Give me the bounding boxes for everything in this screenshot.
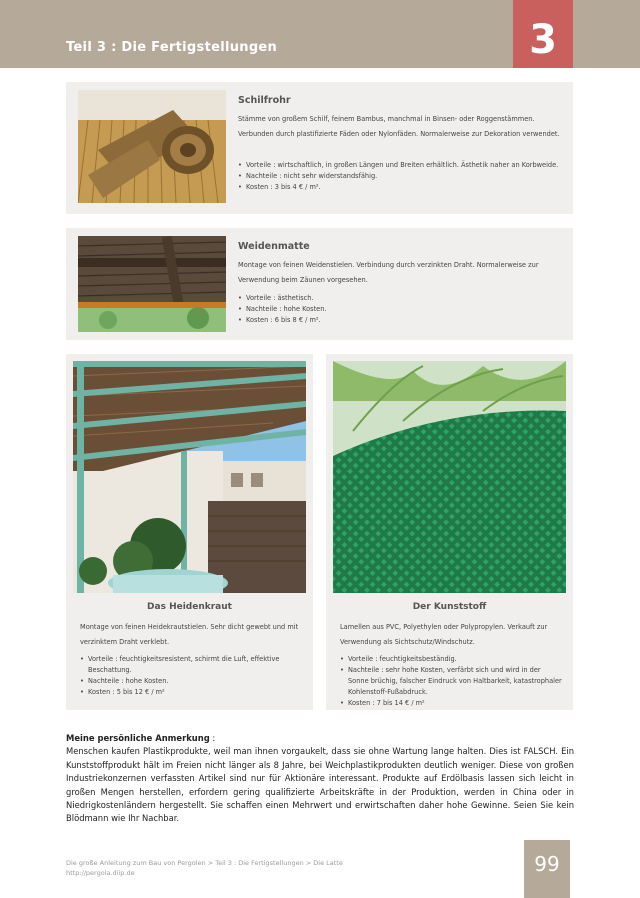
card-bullet-list bbox=[238, 160, 560, 193]
card-title: Weidenmatte bbox=[238, 241, 310, 252]
card-bullet-list bbox=[80, 654, 302, 698]
footer-url[interactable]: http://pergola.diip.de bbox=[66, 869, 135, 877]
card-heidenkraut bbox=[66, 354, 313, 710]
card-description: Stämme von großem Schilf, feinem Bambus, manchmal in Binsen- oder Roggenstämmen. Verbunden durch plastifizierte Fäden oder Nylonfäden. Normalerweise zur Dekoration verwendet. bbox=[238, 115, 560, 138]
footer-breadcrumb: Die große Anleitung zum Bau von Pergolen > Teil 3 : Die Fertigstellungen > Die Latte bbox=[66, 859, 343, 867]
page-number: 99 bbox=[524, 840, 570, 898]
card-title: Das Heidenkraut bbox=[147, 602, 232, 612]
list-item: • Vorteile : ästhetisch. bbox=[238, 293, 560, 304]
list-item: • Vorteile : wirtschaftlich, in großen Längen und Breiten erhältlich. Ästhetik naher an Korbweide. bbox=[238, 160, 560, 171]
list-item: • Nachteile : hohe Kosten. bbox=[80, 676, 302, 687]
list-item: • Kosten : 3 bis 4 € / m². bbox=[238, 182, 560, 193]
note-text: Menschen kaufen Plastikprodukte, weil man ihnen vorgaukelt, dass sie ohne Wartung lange halten. Dies ist FALSCH. Ein Kunststoffprodukt hält im Freien nicht länger als 8 Jahre, bei Weichplastikprodukten deutlich weniger. Diese von großen Industriekonzernen verfassten Artikel sind nur für Aktionäre interessant. Produkte auf Erdölbasis lassen sich leicht in großen Mengen herstellen, erfordern gering qualifizierte Arbeitskräfte in der Produktion, werden in China oder in Niedrigkostenländern hergestellt. Sie schaffen einen Mehrwert und erwirtschaften daher hohe Gewinne. Seien Sie kein Blödmann wie Ihr Nachbar. bbox=[66, 746, 574, 824]
note-title-suffix: : bbox=[209, 733, 216, 743]
card-description: Montage von feinen Weidenstielen. Verbindung durch verzinkten Draht. Normalerweise zur Verwendung beim Zäunen vorgesehen. bbox=[238, 261, 539, 284]
list-item: • Nachteile : nicht sehr widerstandsfähig. bbox=[238, 171, 560, 182]
card-description: Lamellen aus PVC, Polyethylen oder Polypropylen. Verkauft zur Verwendung als Sichtschutz/Windschutz. bbox=[340, 623, 548, 646]
list-item: • Nachteile : hohe Kosten. bbox=[238, 304, 560, 315]
personal-note bbox=[66, 732, 574, 826]
reed-mat-rolls-photo bbox=[78, 90, 226, 203]
card-schilfrohr bbox=[66, 82, 573, 214]
list-item: • Vorteile : feuchtigkeitsbeständig. bbox=[340, 654, 562, 665]
card-kunststoff bbox=[326, 354, 573, 710]
card-weidenmatte bbox=[66, 228, 573, 340]
heather-pergola-photo bbox=[73, 361, 306, 593]
list-item: • Kosten : 6 bis 8 € / m². bbox=[238, 315, 560, 326]
willow-mat-pergola-photo bbox=[78, 236, 226, 332]
list-item: • Nachteile : sehr hohe Kosten, verfärbt sich und wird in der Sonne brüchig, falscher Eindruck von Haltbarkeit, katastrophaler Kohlenstoff-Fußabdruck. bbox=[340, 665, 562, 698]
card-title: Der Kunststoff bbox=[412, 602, 487, 612]
footer bbox=[66, 858, 343, 878]
list-item: • Vorteile : feuchtigkeitsresistent, schirmt die Luft, effektive Beschattung. bbox=[80, 654, 302, 676]
card-bullet-list bbox=[238, 293, 560, 326]
plastic-mesh-photo bbox=[333, 361, 566, 593]
card-description: Montage von feinen Heidekrautstielen. Sehr dicht gewebt und mit verzinktem Draht verklebt. bbox=[80, 623, 299, 646]
chapter-number-badge: 3 bbox=[513, 0, 573, 68]
list-item: • Kosten : 5 bis 12 € / m² bbox=[80, 687, 302, 698]
list-item: • Kosten : 7 bis 14 € / m² bbox=[340, 698, 562, 709]
chapter-title: Teil 3 : Die Fertigstellungen bbox=[66, 40, 278, 55]
card-bullet-list bbox=[340, 654, 562, 709]
note-title: Meine persönliche Anmerkung bbox=[66, 733, 210, 743]
card-title: Schilfrohr bbox=[238, 95, 291, 106]
